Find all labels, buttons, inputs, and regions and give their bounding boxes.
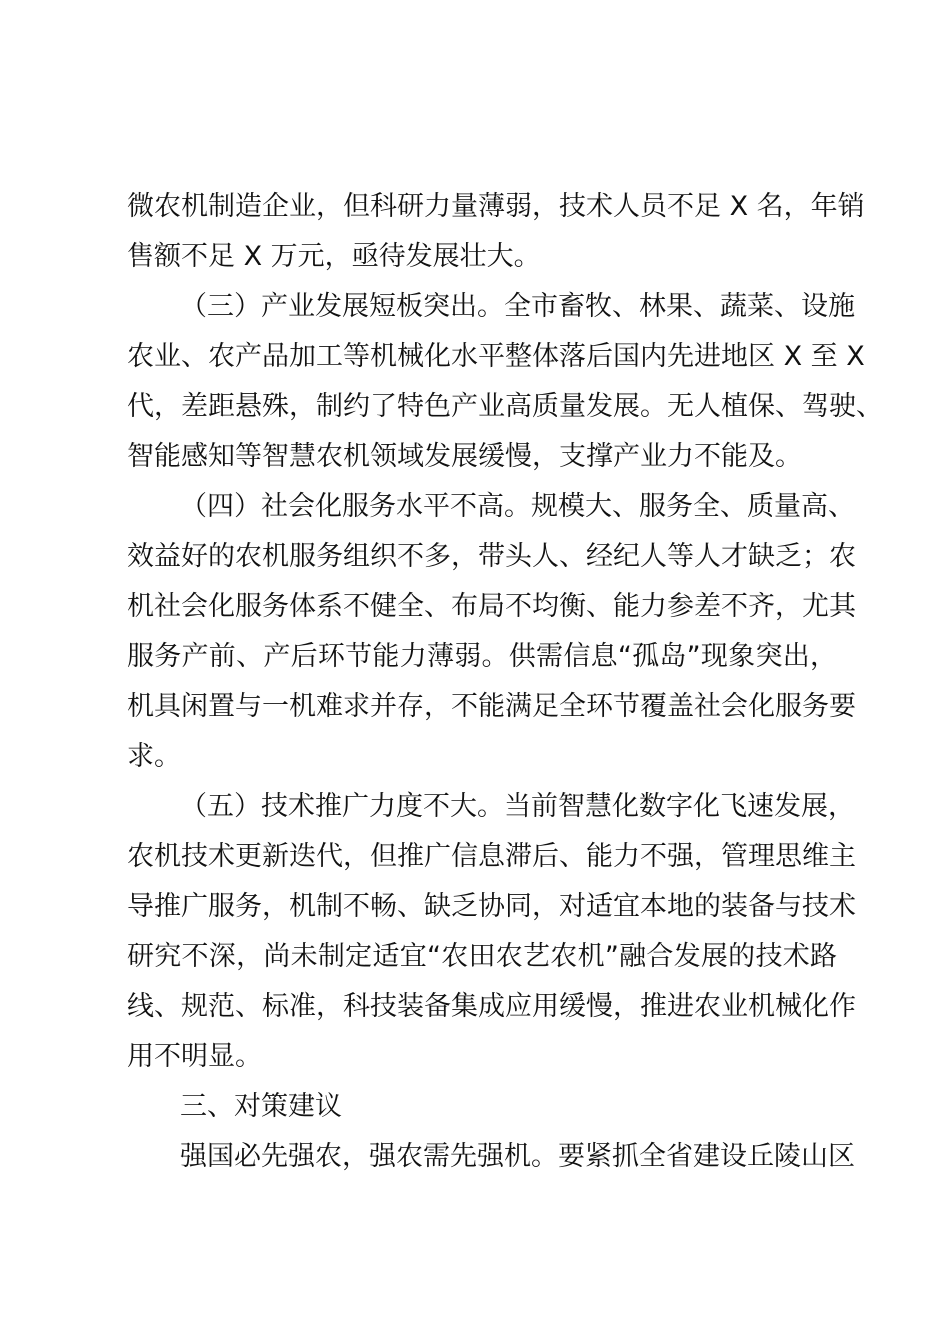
- paragraph-line: 代，差距悬殊，制约了特色产业高质量发展。无人植保、驾驶、: [127, 391, 883, 422]
- section-heading-line: （四）社会化服务水平不高。规模大、服务全、质量高、: [180, 491, 855, 522]
- paragraph-line: 农业、农产品加工等机械化水平整体落后国内先进地区 X 至 X: [127, 341, 865, 372]
- paragraph-line: 售额不足 X 万元，亟待发展壮大。: [127, 241, 541, 272]
- paragraph-line: 机社会化服务体系不健全、布局不均衡、能力参差不齐，尤其: [127, 591, 856, 622]
- paragraph-line: 机具闲置与一机难求并存，不能满足全环节覆盖社会化服务要: [127, 691, 856, 722]
- chapter-heading: 三、对策建议: [180, 1091, 342, 1122]
- paragraph-line: 线、规范、标准，科技装备集成应用缓慢，推进农业机械化作: [127, 991, 856, 1022]
- paragraph-line: 研究不深，尚未制定适宜“农田农艺农机”融合发展的技术路: [127, 941, 837, 972]
- paragraph-line: 农机技术更新迭代，但推广信息滞后、能力不强，管理思维主: [127, 841, 856, 872]
- paragraph-line: 用不明显。: [127, 1041, 262, 1072]
- paragraph-line: 强国必先强农，强农需先强机。要紧抓全省建设丘陵山区: [180, 1141, 855, 1172]
- paragraph-line: 微农机制造企业，但科研力量薄弱，技术人员不足 X 名，年销: [127, 191, 865, 222]
- paragraph-line: 求。: [127, 741, 181, 772]
- paragraph-line: 导推广服务，机制不畅、缺乏协同，对适宜本地的装备与技术: [127, 891, 856, 922]
- paragraph-line: 效益好的农机服务组织不多，带头人、经纪人等人才缺乏；农: [127, 541, 856, 572]
- paragraph-line: 服务产前、产后环节能力薄弱。供需信息“孤岛”现象突出，: [127, 641, 837, 672]
- section-heading-line: （三）产业发展短板突出。全市畜牧、林果、蔬菜、设施: [180, 291, 855, 322]
- paragraph-line: 智能感知等智慧农机领域发展缓慢，支撑产业力不能及。: [127, 441, 802, 472]
- section-heading-line: （五）技术推广力度不大。当前智慧化数字化飞速发展，: [180, 791, 855, 822]
